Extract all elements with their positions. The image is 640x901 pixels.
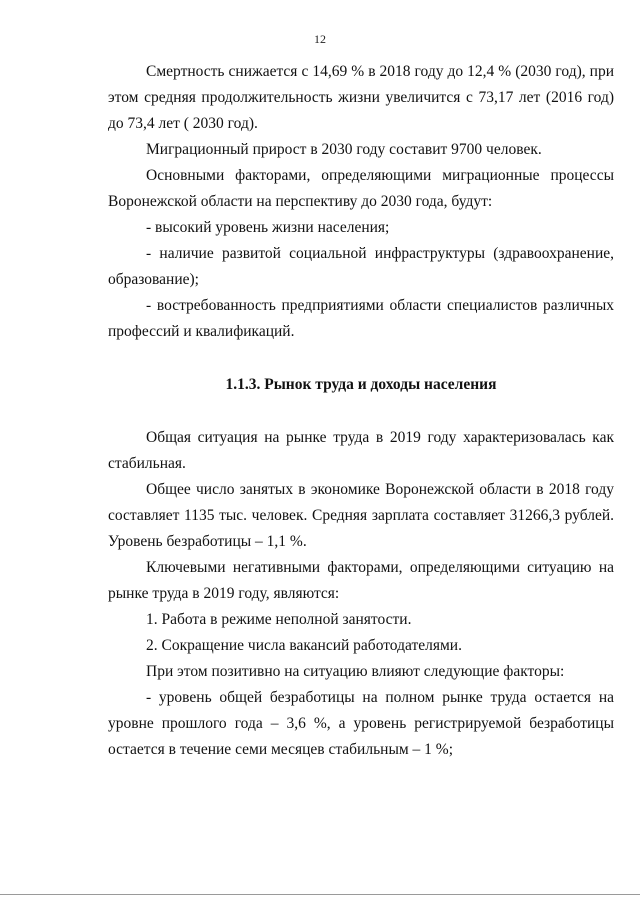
list-item-specialists-demand: - востребованность предприятиями области специалистов различных профессий и квалификаций. <box>108 297 614 340</box>
text-block-top <box>108 59 614 345</box>
page-bottom-edge <box>0 894 640 895</box>
paragraph-employment-salary: Общее число занятых в экономике Воронежской области в 2018 году составляет 1135 тыс. человек. Средняя зарплата составляет 31266,3 рублей. Уровень безработицы – 1,1 %. <box>108 481 614 550</box>
list-item-vacancies-reduction: 2. Сокращение числа вакансий работодателями. <box>146 637 462 654</box>
paragraph-migration-factors: Основными факторами, определяющими миграционные процессы Воронежской области на перспективу до 2030 года, будут: <box>108 167 614 210</box>
section-heading-wrap <box>108 372 614 398</box>
section-heading: 1.1.3. Рынок труда и доходы населения <box>225 376 497 393</box>
paragraph-migration-growth: Миграционный прирост в 2030 году составит 9700 человек. <box>146 141 542 158</box>
list-item-unemployment-level: - уровень общей безработицы на полном рынке труда остается на уровне прошлого года – 3,6 %, а уровень регистрируемой безработицы остается в течение семи месяцев стабильным – 1 %; <box>108 689 614 758</box>
paragraph-mortality: Смертность снижается с 14,69 % в 2018 году до 12,4 % (2030 год), при этом средняя продолжительность жизни увеличится с 73,17 лет (2016 год) до 73,4 лет ( 2030 год). <box>108 63 614 132</box>
text-block-bottom <box>108 425 614 763</box>
list-item-part-time: 1. Работа в режиме неполной занятости. <box>146 611 412 628</box>
paragraph-labor-market-situation: Общая ситуация на рынке труда в 2019 году характеризовалась как стабильная. <box>108 429 614 472</box>
list-item-infrastructure: - наличие развитой социальной инфраструктуры (здравоохранение, образование); <box>108 245 614 288</box>
page-number: 12 <box>314 32 326 46</box>
list-item-living-standard: - высокий уровень жизни населения; <box>146 219 390 236</box>
paragraph-negative-factors: Ключевыми негативными факторами, определяющими ситуацию на рынке труда в 2019 году, являются: <box>108 559 614 602</box>
paragraph-positive-factors: При этом позитивно на ситуацию влияют следующие факторы: <box>146 663 565 680</box>
